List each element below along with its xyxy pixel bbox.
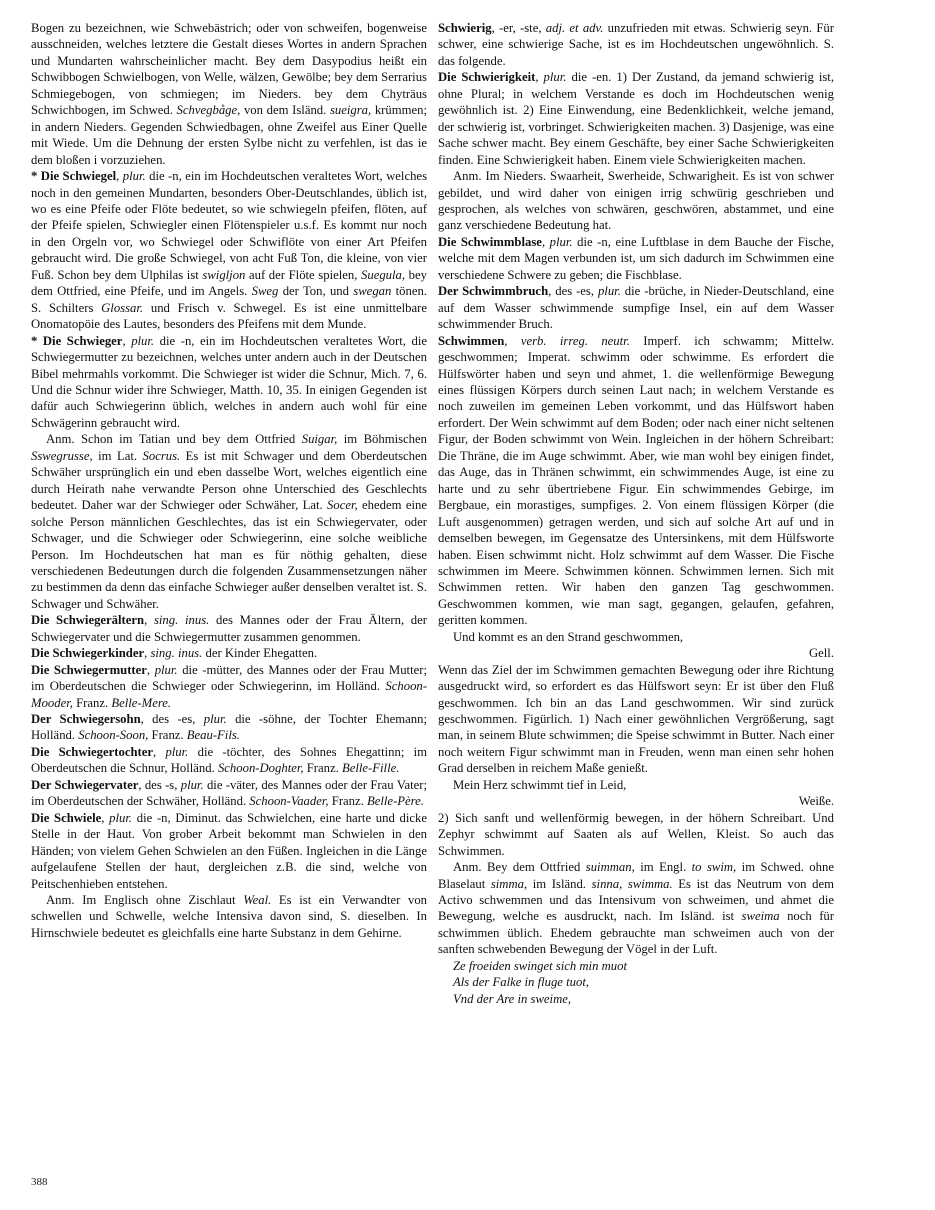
- headword: * Die Schwieger: [31, 333, 123, 348]
- entry-schwiele: Die Schwiele, plur. die -n, Diminut. das Schwielchen, eine harte und dicke Stelle in der Haut. Von grober Arbeit bekommt man Schwielen in den Händen; von vielem Gehen Schwielen an den Füßen. Ingleichen in die Länge aufgelaufene Stellen der haut, dergleichen z.B. die sind, welche von Peitschenhieben entstehen.: [31, 810, 427, 891]
- headword: Der Schwimmbruch: [438, 284, 549, 299]
- entry-schwiegeraeltern: Die Schwiegerältern, sing. inus. des Mannes oder der Frau Ältern, der Schwiegervater und die Schwiegermutter zusammen genommen.: [31, 613, 428, 644]
- verse-line: Vnd der Are in sweime,: [453, 991, 572, 1006]
- headword: Schwierig: [438, 21, 492, 35]
- left-column: [31, 20, 427, 941]
- entry-schwibbogen-continued: Bogen zu bezeichnen, wie Schwebästrich; oder von schweifen, bogenweise ausschneiden, welches letztere die Gestalt dieses Wortes in andern Sprachen und Mundarten wahrscheinlicher macht. Bey dem Dasypodius heißt ein Schwibbogen Schwielbogen, von Welle, wälzen, Gewölbe; bey dem Serrarius Schmiegebogen, von schmiegen; im Nieders. bey dem Chyträus Schwichbogen, im Schwed. Schvegbåge, von dem Isländ. sueigra, krümmen; in andern Nieders. Gegenden Schwiedbagen, ohne Zweifel aus Einer Quelle mit Wiede. Um die Dehnung der ersten Sylbe nicht zu verfehlen, ist das ie dem bloßen i vorzuziehen.: [31, 21, 427, 167]
- entry-schwierig: Schwierig, -er, -ste, adj. et adv. unzufrieden mit etwas. Schwierig seyn. Für schwer, eine schwierige Sache, ist es im Hochdeutschen ungewöhnlich. S. das folgende.: [438, 21, 834, 68]
- entry-schwimmbruch: Der Schwimmbruch, des -es, plur. die -brüche, in Nieder-Deutschland, eine auf dem Wasser schwimmende sumpfige Insel, ein auf dem Wasser schwimmender Bruch.: [438, 284, 834, 332]
- entry-schwiegel: * Die Schwiegel, plur. die -n, ein im Hochdeutschen veraltetes Wort, welches noch in den gemeinen Mundarten, besonders Ober-Deutschlandes, üblich ist, wo es eine Pfeife oder Flöte bedeutet, so wie schwiegeln pfeifen, flöten, auf der Pfeife spielen, Schwiegler einen Flötenspieler u.s.f. Es kommt nur noch in den Orgeln vor, wo Schwiegel oder Schwiflöte von einer Art Pfeifen gebraucht wird. Die große Schwiegel, von acht Fuß Ton, die kleine, von vier Fuß. Schon bey dem Ulphilas ist swigljon auf der Flöte spielen, Suegula, bey dem Ottfried, eine Pfeife, und im Angels. Sweg der Ton, und swegan tönen. S. Schilters Glossar. und Frisch v. Schwegel. Es ist eine unmittelbare Onomatopöie des Lautes, besonders des Pfeifens mit dem Munde.: [31, 169, 428, 332]
- entry-schwieger: * Die Schwieger, plur. die -n, ein im Hochdeutschen veraltetes Wort, die Schwiegermutter zu bezeichnen, welches unter andern auch in der Deutschen Bibel mehrmahls vorkommt. Die Schwieger ist wider die Schnur, Mich. 7, 6. Und die Schnur wider ihre Schwieger, Matth. 10, 35. In einigen Gegenden ist dafür auch Schwiegerinn üblich, welches in andern auch wohl für eine Schwägerinn gebraucht wird.: [31, 333, 428, 430]
- headword: Schwimmen: [438, 333, 505, 348]
- entry-schwimmen: Schwimmen, verb. irreg. neutr. Imperf. ich schwamm; Mittelw. geschwommen; Imperat. schwimm oder schwimme. Es erfordert die Hülfswörter haben und seyn und ahmet, 1. die wellenförmige Bewegung eines flüssigen Körpers durch seinen Laut nach; in welchem Verstande es noch zuweilen im gemeinen Leben vorkommt, und das Hülfswort haben erfordert. Der Wein schwimmt auf dem Boden; oder nach einer nicht seltenen Figur, der Boden schwimmt von Wein. Ingleichen in der höhern Schreibart: Die Thräne, die im Auge schwimmt. Aber, wie man wohl bey einigen findet, das Auge, das in Thränen schwimmt, ein schwimmendes Auge, ist eine zu harte und zu sehr übertriebene Figur. Ein schwimmendes Gebirge, im Bergbaue, ein morastiges, sumpfiges. 2. Von einem flüssigen Körper (die Luft ausgenommen) getragen werden, und sich auf solche Art auf und in demselben bewegen, im Gegensatze des Untersinkens, mit dem Hülfsworte haben. Eisen schwimmt nicht. Holz schwimmt auf dem Wasser. Die Fische schwimmen im Meere. Schwimmen können. Schwimmen lernen. Sich mit Schwimmen retten. Wir haben den ganzen Tag geschwommen. Geschwommen kommen, wie man sagt, gegangen, gelaufen, gefahren, geritten kommen.: [438, 333, 835, 628]
- quote-attribution: Gell.: [808, 646, 834, 661]
- entry-schwiegersohn: Der Schwiegersohn, des -es, plur. die -söhne, der Tochter Ehemann; Holländ. Schoon-Soon, Franz. Beau-Fils.: [31, 712, 427, 743]
- headword: Der Schwiegersohn: [31, 712, 141, 727]
- verse-line: Als der Falke in fluge tuot,: [453, 975, 590, 990]
- headword: * Die Schwiegel: [31, 169, 117, 184]
- verse-line: Ze froeiden swinget sich min muot: [453, 958, 627, 973]
- headword: Der Schwiegervater: [31, 777, 139, 792]
- annotation-schwierigkeit: Anm. Im Nieders. Swaarheit, Swerheide, Schwarigheit. Es ist von schwer gebildet, und wird daher von einigen irrig schwürig geschrieben und gesprochen, als welches von schwären, geschwören, abstammet, und eine ganz verschiedene Bedeutung hat.: [438, 169, 834, 233]
- headword: Die Schwiegerältern: [31, 613, 145, 628]
- headword: Die Schwimmblase: [438, 234, 542, 249]
- headword: Die Schwiegermutter: [31, 662, 147, 677]
- entry-schwimmblase: Die Schwimmblase, plur. die -n, eine Luftblase in dem Bauche der Fische, welche mit dem Magen verbunden ist, um sich dadurch im Schwimmen eine verschiedene Schwere zu geben; die Fischblase.: [438, 234, 834, 282]
- entry-schwiegertochter: Die Schwiegertochter, plur. die -töchter, des Sohnes Ehegattinn; im Oberdeutschen die Schnur, Holländ. Schoon-Doghter, Franz. Belle-Fille.: [31, 744, 427, 776]
- entry-schwiegerkinder: Die Schwiegerkinder, sing. inus. der Kinder Ehegatten.: [31, 646, 318, 661]
- entry-schwierigkeit: Die Schwierigkeit, plur. die -en. 1) Der Zustand, da jemand schwierig ist, ohne Plural; in welchem Verstande es doch im Hochdeutschen wenig gewöhnlich ist. 2) Eine Einwendung, eine Bedenklichkeit, welche jemand, der schwierig ist, vorbringet. Schwierigkeiten machen. 3) Dasjenige, was eine Sache schwer macht. Bey einem Geschäfte, bey einer Sache Schwierigkeiten finden. Eine Schwierigkeit haben. Einem viele Schwierigkeiten machen.: [438, 70, 834, 167]
- quote-weisse: Mein Herz schwimmt tief in Leid,: [453, 777, 627, 792]
- quote-attribution: Weiße.: [798, 794, 834, 809]
- page-number: 388: [31, 1176, 48, 1188]
- annotation-schwieger: Anm. Schon im Tatian und bey dem Ottfried Suigar, im Böhmischen Sswegrusse, im Lat. Socrus. Es ist mit Schwager und dem Oberdeutschen Schwäher ursprünglich ein und eben dasselbe Wort, welches eigentlich eine durch Heirath nahe verwandte Person ohne Unterschied des Geschlechts bedeutet. Daher war der Schwieger oder Schwäher, Lat. Socer, ehedem eine solche Person männlichen Geschlechtes, das ist ein Schwiegervater, oder Schwager, und die Schwieger oder Schwiegerinn, eine solche weibliche Person. Im Hochdeutschen hat man es für nöthig gehalten, diese verschiedenen Bedeutungen durch die folgenden Zusammensetzungen näher zu bestimmen da denn das einfache Schwieger außer denselben veraltet ist. S. Schwager und Schwäher.: [31, 432, 428, 611]
- right-column: [438, 20, 834, 1007]
- annotation-schwiele: Anm. Im Englisch ohne Zischlaut Weal. Es ist ein Verwandter von schwellen und Schwelle, welche Intensiva davon sind, S. dieselben. In Hirnschwiele bedeutet es gleichfalls eine harte Substanz in dem Gehirne.: [31, 893, 428, 940]
- entry-schwiegermutter: Die Schwiegermutter, plur. die -mütter, des Mannes oder der Frau Mutter; im Oberdeutschen die Schwieger oder Schwiegerinn, im Holländ. Schoon-Mooder, Franz. Belle-Mere.: [31, 662, 427, 710]
- paragraph-schwimmen-figurative: Wenn das Ziel der im Schwimmen gemachten Bewegung oder ihre Richtung ausgedruckt wird, so erfordert es das Hülfswort seyn: Er ist über den Fluß geschwommen. Ich bin an das Land geschwommen. Wir sind zurück geschwommen. Figürlich. 1) Nach einer gewöhnlichen Vergrößerung, sagt man, in seinem Blute schwimmen; die Speise schwimmt in Butter. Nach einer noch weitern Figur schwimmt man in Freuden, wenn man einen sehr hohen Grad derselben in reichem Maße genießt.: [438, 662, 834, 776]
- paragraph-schwimmen-sense-2: 2) Sich sanft und wellenförmig bewegen, in der höhern Schreibart. Und Zephyr schwimmt auf Saaten als auf Wellen, Kleist. So auch das Schwimmen.: [438, 810, 834, 858]
- quote-gellert: Und kommt es an den Strand geschwommen,: [453, 629, 684, 644]
- annotation-schwimmen: Anm. Bey dem Ottfried suimman, im Engl. to swim, im Schwed. ohne Blaselaut simma, im Isländ. sinna, swimma. Es ist das Neutrum von dem Activo schwemmen und das Intensivum von schweimen, und ahmet die Bewegung, welche es ausdruckt, nach. Im Isländ. ist sweima noch für schwimmen üblich. Ehedem gebrauchte man schweimen auch von der sanften schwebenden Bewegung der Vögel in der Luft.: [438, 860, 834, 957]
- headword: Die Schwierigkeit: [438, 70, 536, 85]
- entry-schwiegervater: Der Schwiegervater, des -s, plur. die -väter, des Mannes oder der Frau Vater; im Oberdeutschen der Schwäher, Holländ. Schoon-Vaader, Franz. Belle-Père.: [31, 777, 428, 809]
- headword: Die Schwiegerkinder: [31, 646, 145, 661]
- headword: Die Schwiegertochter: [31, 744, 153, 759]
- headword: Die Schwiele: [31, 810, 102, 825]
